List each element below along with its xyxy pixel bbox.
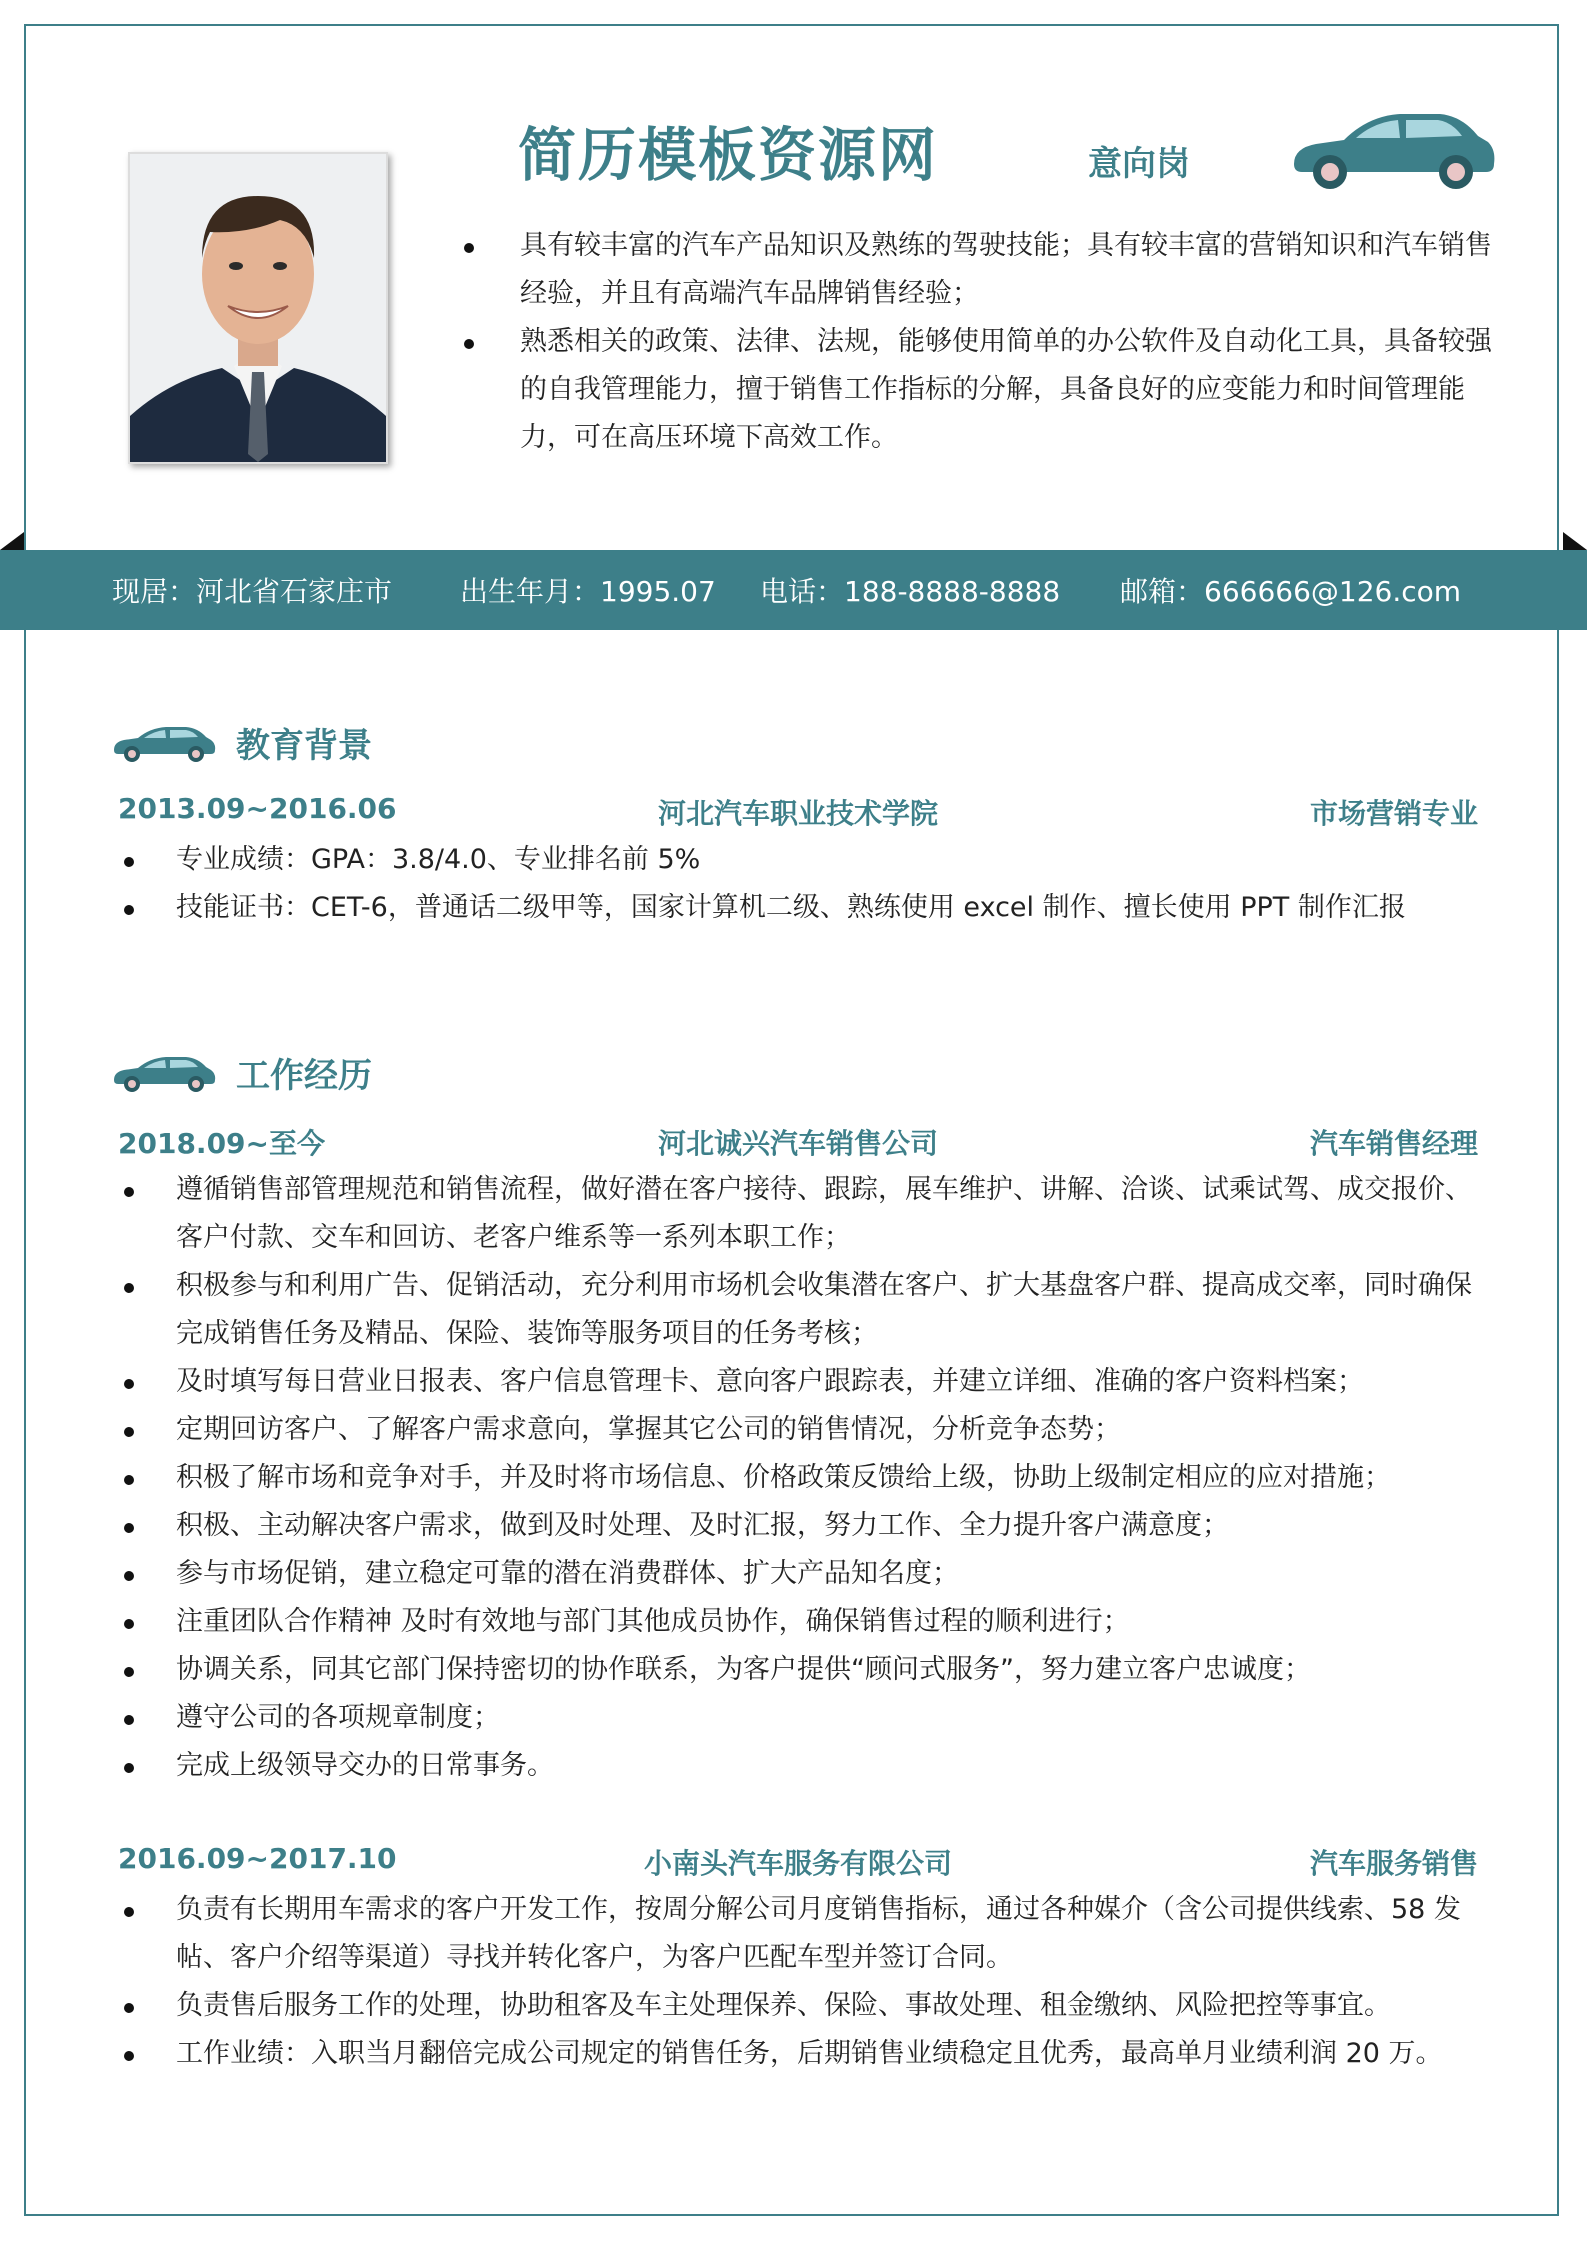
education-row [118, 792, 1478, 832]
profile-photo [128, 152, 388, 464]
bullet-icon [124, 1523, 134, 1533]
location-text: 现居：河北省石家庄市 [112, 575, 393, 608]
list-item: 熟悉相关的政策、法律、法规，能够使用简单的办公软件及自动化工具，具备较强的自我管理能力，擅于销售工作指标的分解，具备良好的应变能力和时间管理能力，可在高压环境下高效工作。 [458, 318, 1498, 462]
bullet-icon [124, 2003, 134, 2013]
band-corner-left [0, 532, 24, 550]
resume-name: 简历模板资源网 [518, 121, 939, 189]
education-school: 河北汽车职业技术学院 [657, 797, 938, 830]
list-item: 协调关系，同其它部门保持密切的协作联系，为客户提供“顾问式服务”，努力建立客户忠诚度； [118, 1646, 1498, 1694]
car-icon [1290, 108, 1496, 192]
education-date: 2013.09~2016.06 [118, 792, 397, 825]
list-item: 负责有长期用车需求的客户开发工作，按周分解公司月度销售指标，通过各种媒介（含公司提供线索、58 发帖、客户介绍等渠道）寻找并转化客户，为客户匹配车型并签订合同。 [118, 1886, 1498, 1982]
bullet-icon [124, 1475, 134, 1485]
bullet-icon [124, 1619, 134, 1629]
summary-list [458, 222, 1498, 462]
list-item: 专业成绩：GPA：3.8/4.0、专业排名前 5% [118, 836, 1498, 884]
list-item: 定期回访客户、了解客户需求意向，掌握其它公司的销售情况，分析竞争态势； [118, 1406, 1498, 1454]
job-duties-list [118, 1166, 1498, 1790]
list-item: 具有较丰富的汽车产品知识及熟练的驾驶技能；具有较丰富的营销知识和汽车销售经验，并且有高端汽车品牌销售经验； [458, 222, 1498, 318]
list-item: 积极、主动解决客户需求，做到及时处理、及时汇报，努力工作、全力提升客户满意度； [118, 1502, 1498, 1550]
job-role: 汽车销售经理 [1309, 1127, 1478, 1160]
car-icon [112, 1054, 216, 1092]
bullet-icon [124, 1427, 134, 1437]
intent-position: 意向岗 [1088, 144, 1190, 184]
bullet-icon [124, 1763, 134, 1773]
list-item: 参与市场促销，建立稳定可靠的潜在消费群体、扩大产品知名度； [118, 1550, 1498, 1598]
bullet-icon [124, 1283, 134, 1293]
job-date: 2018.09~至今 [118, 1127, 325, 1160]
bullet-icon [464, 339, 474, 349]
job-role: 汽车服务销售 [1309, 1847, 1478, 1880]
list-item: 技能证书：CET-6，普通话二级甲等，国家计算机二级、熟练使用 excel 制作、擅长使用 PPT 制作汇报 [118, 884, 1498, 932]
work-title: 工作经历 [236, 1056, 372, 1096]
list-item: 及时填写每日营业日报表、客户信息管理卡、意向客户跟踪表，并建立详细、准确的客户资料档案； [118, 1358, 1498, 1406]
bullet-icon [124, 1379, 134, 1389]
list-item: 完成上级领导交办的日常事务。 [118, 1742, 1498, 1790]
bullet-icon [124, 1571, 134, 1581]
bullet-icon [464, 243, 474, 253]
list-item: 遵守公司的各项规章制度； [118, 1694, 1498, 1742]
education-list [118, 836, 1498, 932]
list-item: 负责售后服务工作的处理，协助租客及车主处理保养、保险、事故处理、租金缴纳、风险把控等事宜。 [118, 1982, 1498, 2030]
phone-text: 电话：188-8888-8888 [760, 575, 1061, 608]
job-company: 小南头汽车服务有限公司 [643, 1847, 952, 1880]
job-row [118, 1122, 1478, 1162]
bullet-icon [124, 2051, 134, 2061]
car-icon [112, 724, 216, 762]
education-major: 市场营销专业 [1309, 797, 1478, 830]
job-row [118, 1842, 1478, 1882]
email-text: 邮箱：666666@126.com [1120, 575, 1462, 608]
job-company: 河北诚兴汽车销售公司 [657, 1127, 938, 1160]
list-item: 积极参与和利用广告、促销活动，充分利用市场机会收集潜在客户、扩大基盘客户群、提高成交率，同时确保完成销售任务及精品、保险、装饰等服务项目的任务考核； [118, 1262, 1498, 1358]
bullet-icon [124, 1907, 134, 1917]
band-corner-right [1563, 532, 1587, 550]
list-item: 遵循销售部管理规范和销售流程，做好潜在客户接待、跟踪，展车维护、讲解、洽谈、试乘试驾、成交报价、客户付款、交车和回访、老客户维系等一系列本职工作； [118, 1166, 1498, 1262]
contact-band [0, 550, 1587, 630]
bullet-icon [124, 1667, 134, 1677]
list-item: 注重团队合作精神 及时有效地与部门其他成员协作，确保销售过程的顺利进行； [118, 1598, 1498, 1646]
education-title: 教育背景 [236, 726, 372, 766]
bullet-icon [124, 905, 134, 915]
list-item: 工作业绩：入职当月翻倍完成公司规定的销售任务，后期销售业绩稳定且优秀，最高单月业绩利润 20 万。 [118, 2030, 1498, 2078]
bullet-icon [124, 857, 134, 867]
birth-text: 出生年月：1995.07 [460, 575, 716, 608]
job-date: 2016.09~2017.10 [118, 1842, 397, 1875]
bullet-icon [124, 1187, 134, 1197]
job-duties-list [118, 1886, 1498, 2078]
bullet-icon [124, 1715, 134, 1725]
list-item: 积极了解市场和竞争对手，并及时将市场信息、价格政策反馈给上级，协助上级制定相应的应对措施； [118, 1454, 1498, 1502]
